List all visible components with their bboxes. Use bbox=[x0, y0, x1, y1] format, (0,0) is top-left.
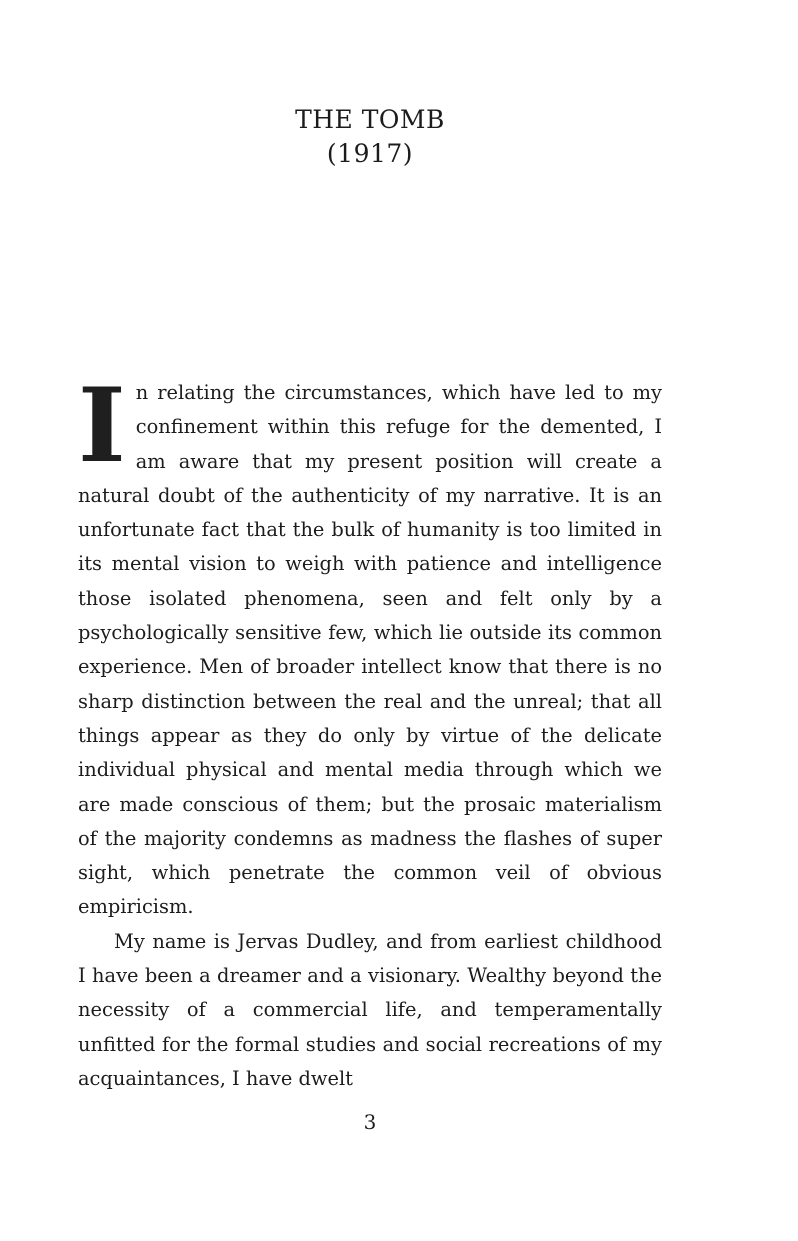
paragraph-first-text: n relating the circumstances, which have led to my confinement within this refuge for the demented, I am aware that my present position will create a natural doubt of the authenticity of my narrative. It is an unfortunate fact that the bulk of humanity is too limited in its mental vision to weigh with patience and intelligence those isolated phenomena, seen and felt only by a psychologically sensitive few, which lie outside its common experience. Men of broader intellect know that there is no sharp distinction between the real and the unreal; that all things appear as they do only by virtue of the delicate individual physical and mental media through which we are made conscious of them; but the prosaic materialism of the majority condemns as madness the flashes of super sight, which penetrate the common veil of obvious empiricism. bbox=[78, 381, 662, 919]
chapter-title: THE TOMB bbox=[295, 105, 445, 134]
paragraph-second: My name is Jervas Dudley, and from earliest childhood I have been a dreamer and a visionary. Wealthy beyond the necessity of a commercial life, and temperamentally unfitted for the formal studies and social recreations of my acquaintances, I have dwelt bbox=[78, 929, 662, 1090]
body-text bbox=[78, 366, 662, 1096]
page-number: 3 bbox=[363, 1110, 377, 1134]
drop-cap: I bbox=[78, 366, 126, 486]
chapter-year: (1917) bbox=[326, 139, 414, 168]
paragraph-first bbox=[78, 366, 662, 925]
